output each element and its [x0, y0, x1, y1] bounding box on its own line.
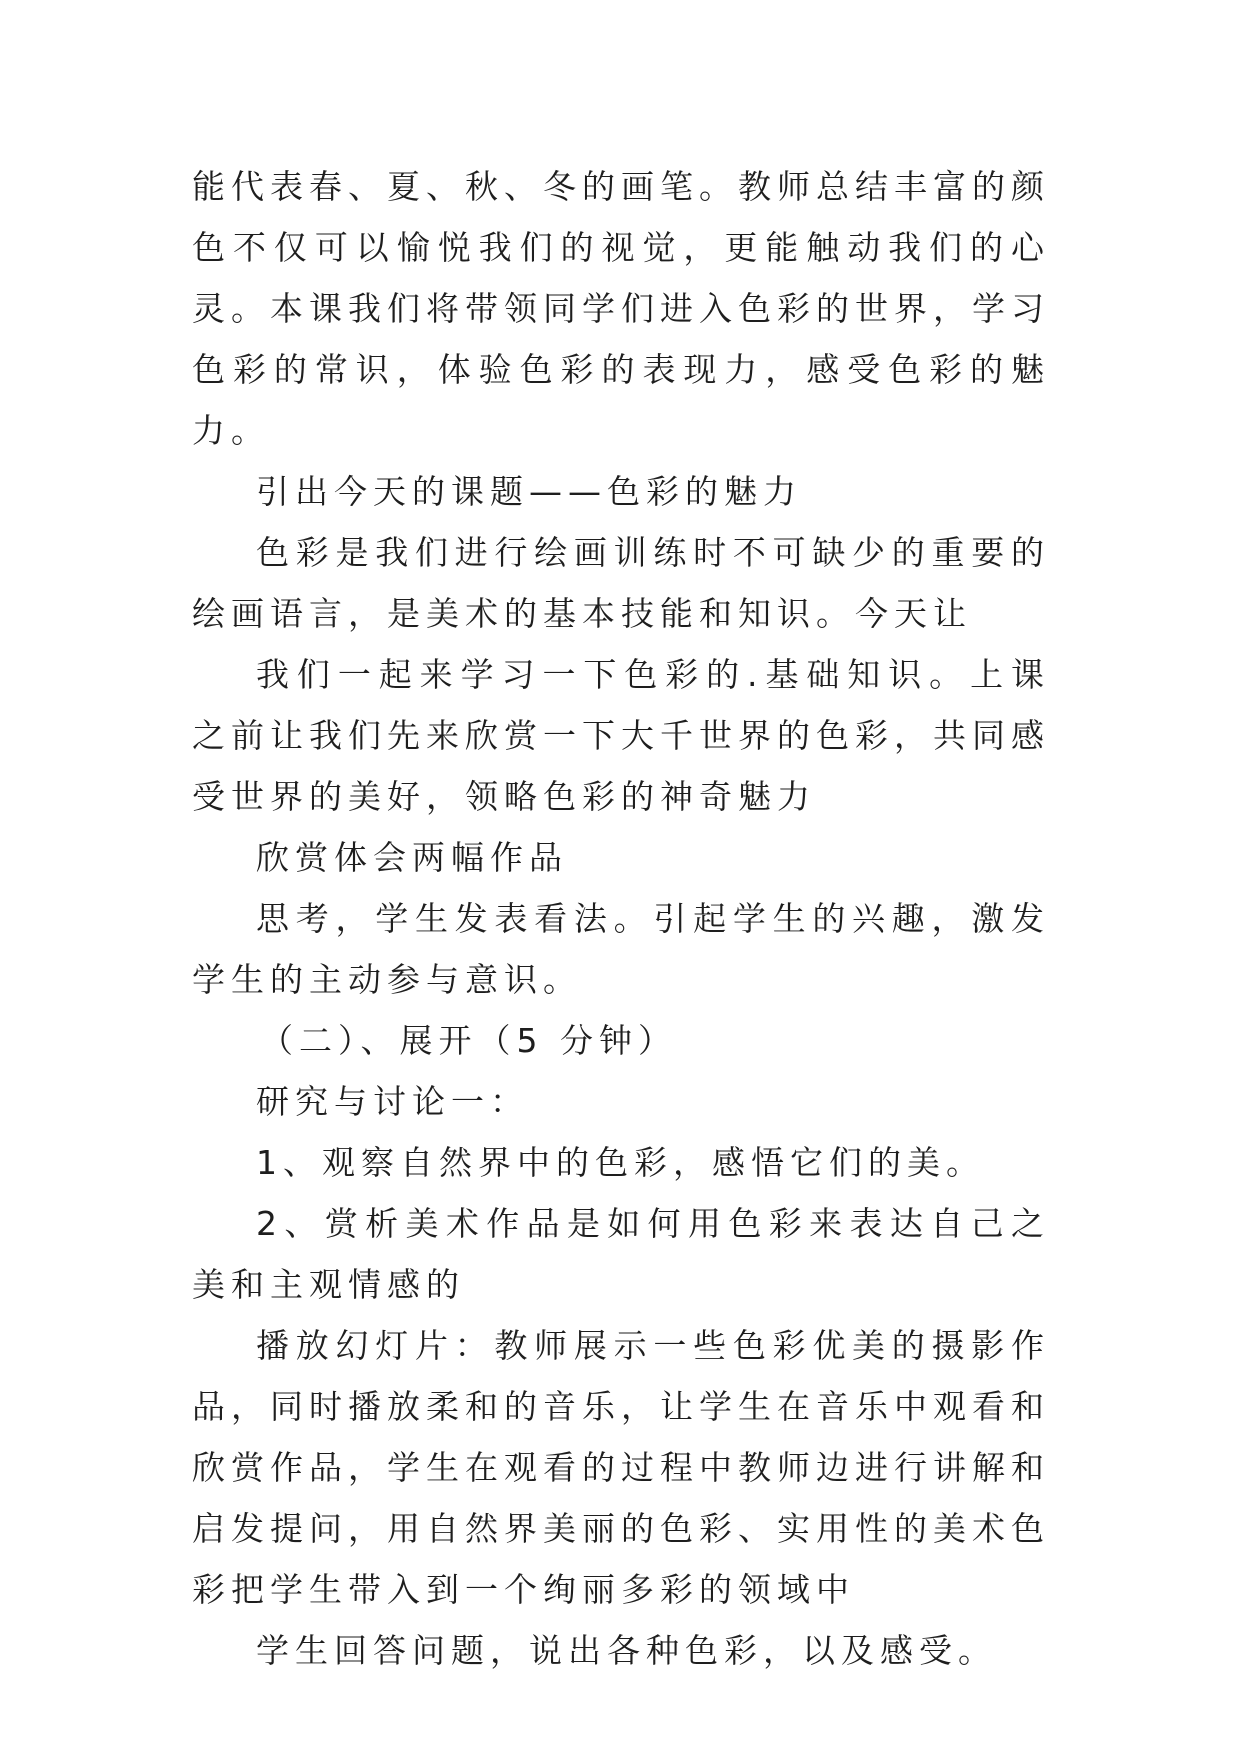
paragraph-research-one: 研究与讨论一：: [256, 1082, 529, 1121]
paragraph-intro-continued: 能代表春、夏、秋、冬的画笔。教师总结丰富的颜色不仅可以愉悦我们的视觉，更能触动我们的心灵。本课我们将带领同学们进入色彩的世界，学习色彩的常识，体验色彩的表现力，感受色彩的魅力。: [192, 167, 1050, 450]
list-item-2: 2、赏析美术作品是如何用色彩来表达自己之美和主观情感的: [192, 1204, 1050, 1304]
paragraph-basic-knowledge: 我们一起来学习一下色彩的.基础知识。上课之前让我们先来欣赏一下大千世界的色彩，共同感受世界的美好，领略色彩的神奇魅力: [192, 655, 1050, 816]
section-heading-expand: （二）、展开（5 分钟）: [260, 1021, 677, 1060]
paragraph-appreciate-works: 欣赏体会两幅作品: [256, 838, 568, 877]
paragraph-slideshow: 播放幻灯片：教师展示一些色彩优美的摄影作品，同时播放柔和的音乐，让学生在音乐中观看和欣赏作品，学生在观看的过程中教师边进行讲解和启发提问，用自然界美丽的色彩、实用性的美术色彩把学生带入到一个绚丽多彩的领域中: [192, 1326, 1050, 1609]
paragraph-topic: 引出今天的课题——色彩的魅力: [256, 472, 802, 511]
paragraph-think-discuss: 思考，学生发表看法。引起学生的兴趣，激发学生的主动参与意识。: [192, 899, 1050, 999]
document-body: [192, 156, 1050, 1681]
paragraph-student-answers: 学生回答问题，说出各种色彩，以及感受。: [256, 1631, 997, 1670]
list-item-1: 1、观察自然界中的色彩，感悟它们的美。: [256, 1143, 985, 1182]
paragraph-color-language: 色彩是我们进行绘画训练时不可缺少的重要的绘画语言，是美术的基本技能和知识。今天让: [192, 533, 1050, 633]
